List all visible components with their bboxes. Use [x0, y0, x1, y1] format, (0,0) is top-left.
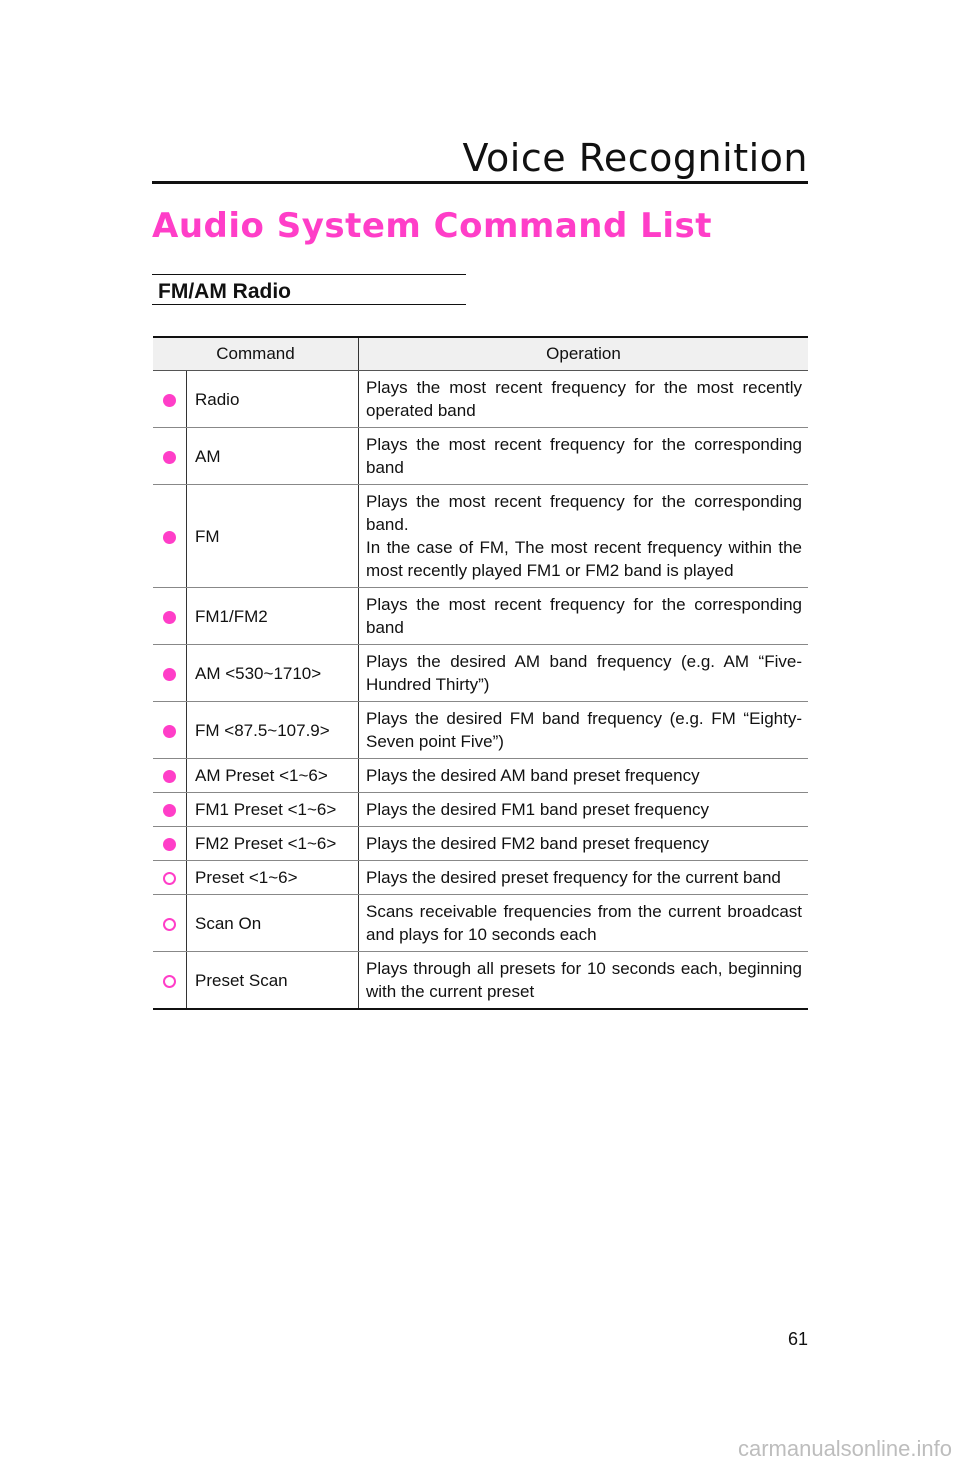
operation-cell: Plays through all presets for 10 seconds each, beginning with the current preset	[359, 952, 809, 1010]
table-row	[153, 895, 808, 952]
table-body	[153, 371, 808, 1010]
row-icon-cell	[153, 759, 187, 793]
table-row	[153, 702, 808, 759]
operation-cell: Plays the most recent frequency for the corresponding band	[359, 428, 809, 485]
section-title: Audio System Command List	[152, 206, 712, 246]
filled-circle-icon	[163, 611, 176, 624]
row-icon-cell	[153, 645, 187, 702]
filled-circle-icon	[163, 394, 176, 407]
watermark: carmanualsonline.info	[737, 1436, 952, 1461]
table-row	[153, 485, 808, 588]
operation-cell: Plays the most recent frequency for the most recently operated band	[359, 371, 809, 428]
row-icon-cell	[153, 895, 187, 952]
operation-cell: Plays the desired FM band frequency (e.g. FM “Eighty-Seven point Five”)	[359, 702, 809, 759]
page-number: 61	[787, 1329, 808, 1349]
operation-cell: Plays the most recent frequency for the corresponding band	[359, 588, 809, 645]
command-cell: Radio	[187, 371, 359, 428]
row-icon-cell	[153, 428, 187, 485]
row-icon-cell	[153, 371, 187, 428]
subsection-header	[152, 274, 466, 305]
table-row	[153, 827, 808, 861]
filled-circle-icon	[163, 804, 176, 817]
operation-cell: Scans receivable frequencies from the current broadcast and plays for 10 seconds each	[359, 895, 809, 952]
row-icon-cell	[153, 588, 187, 645]
column-header-operation: Operation	[359, 337, 809, 371]
table-row	[153, 645, 808, 702]
operation-cell: Plays the desired AM band preset frequency	[359, 759, 809, 793]
command-cell: Preset Scan	[187, 952, 359, 1010]
hollow-circle-icon	[163, 975, 176, 988]
row-icon-cell	[153, 861, 187, 895]
command-cell: Scan On	[187, 895, 359, 952]
row-icon-cell	[153, 793, 187, 827]
command-cell: AM Preset <1~6>	[187, 759, 359, 793]
table-row	[153, 861, 808, 895]
table-row	[153, 793, 808, 827]
filled-circle-icon	[163, 451, 176, 464]
page-header	[152, 130, 808, 184]
subsection-title: FM/AM Radio	[158, 280, 291, 303]
command-cell: FM1 Preset <1~6>	[187, 793, 359, 827]
table-header-row	[153, 337, 808, 371]
table-row	[153, 588, 808, 645]
operation-cell: Plays the most recent frequency for the corresponding band. In the case of FM, The most recent frequency within the most recently played FM1 or FM2 band is played	[359, 485, 809, 588]
operation-cell: Plays the desired FM1 band preset frequency	[359, 793, 809, 827]
hollow-circle-icon	[163, 872, 176, 885]
table-row	[153, 952, 808, 1010]
row-icon-cell	[153, 702, 187, 759]
filled-circle-icon	[163, 770, 176, 783]
operation-cell: Plays the desired preset frequency for the current band	[359, 861, 809, 895]
row-icon-cell	[153, 827, 187, 861]
command-cell: Preset <1~6>	[187, 861, 359, 895]
operation-cell: Plays the desired FM2 band preset frequency	[359, 827, 809, 861]
filled-circle-icon	[163, 668, 176, 681]
page-header-title: Voice Recognition	[462, 136, 808, 180]
operation-cell: Plays the desired AM band frequency (e.g. AM “Five-Hundred Thirty”)	[359, 645, 809, 702]
column-header-command: Command	[153, 337, 359, 371]
table-row	[153, 428, 808, 485]
row-icon-cell	[153, 485, 187, 588]
filled-circle-icon	[163, 531, 176, 544]
command-cell: FM2 Preset <1~6>	[187, 827, 359, 861]
row-icon-cell	[153, 952, 187, 1010]
filled-circle-icon	[163, 838, 176, 851]
table-row	[153, 759, 808, 793]
command-cell: FM <87.5~107.9>	[187, 702, 359, 759]
command-cell: AM	[187, 428, 359, 485]
filled-circle-icon	[163, 725, 176, 738]
hollow-circle-icon	[163, 918, 176, 931]
table-row	[153, 371, 808, 428]
command-cell: FM1/FM2	[187, 588, 359, 645]
command-cell: AM <530~1710>	[187, 645, 359, 702]
command-cell: FM	[187, 485, 359, 588]
command-table	[153, 336, 808, 1010]
